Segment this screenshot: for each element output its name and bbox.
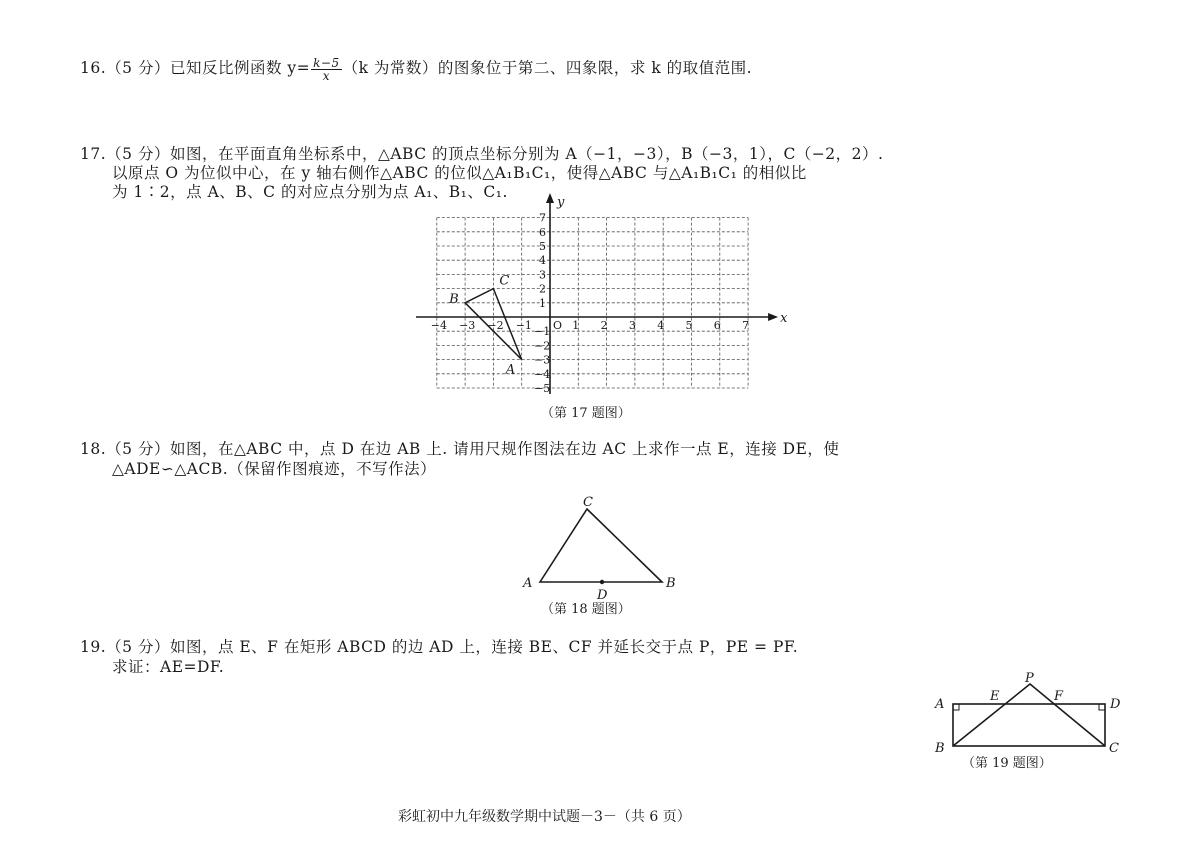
problem-17-line-3: 为 1∶2，点 A、B、C 的对应点分别为点 A₁、B₁、C₁. [112,183,508,201]
y-tick-label: −1 [534,325,551,339]
triangle-acb [540,509,662,582]
fraction [311,57,341,82]
y-tick-label: −2 [534,339,551,353]
y-tick-label: 5 [539,240,546,253]
x-tick-label: 2 [600,319,608,332]
axes [416,193,778,394]
x-tick-label: −4 [430,319,448,332]
vertex-label-c: C [583,495,593,510]
fraction-numerator: k−5 [313,55,340,70]
x-tick-label: −3 [459,319,476,332]
origin-label: O [553,319,563,332]
figure-17-caption: （第 17 题图） [541,406,631,421]
problem-18-line-2: △ADE∽△ACB.（保留作图痕迹，不写作法） [112,460,437,478]
triangle-figure-18 [515,490,690,602]
y-tick-label: 1 [539,296,546,310]
right-angle-mark-d [1099,704,1105,710]
page-footer: 彩虹初中九年级数学期中试题－3－（共 6 页） [398,809,691,825]
y-tick-label: −3 [534,353,551,367]
problem-17-line-1: 17.（5 分）如图，在平面直角坐标系中，△ABC 的顶点坐标分别为 A（−1，−3），B（−3，1），C（−2，2）. [80,145,884,163]
y-tick-label: 3 [539,268,546,282]
problem-19-line-1: 19.（5 分）如图，点 E、F 在矩形 ABCD 的边 AD 上，连接 BE、CF 并延长交于点 P，PE = PF. [80,638,799,656]
point-label-f: F [1054,689,1064,704]
y-tick-label: 7 [539,211,546,225]
y-tick-label: −4 [534,367,551,381]
x-axis-arrow [768,313,778,321]
y-tick-label: −5 [534,382,551,395]
problem-16-text-after: （k 为常数）的图象位于第二、四象限，求 k 的取值范围. [342,59,753,77]
vertex-label-c: C [1109,741,1119,756]
tick-labels [431,195,788,395]
vertex-label-a: A [935,697,945,712]
vertex-label-c: C [499,273,510,289]
line-b-p-c [953,684,1105,746]
figure-19-caption: （第 19 题图） [962,756,1052,771]
x-tick-label: −1 [515,319,532,332]
right-angle-mark-a [953,704,959,710]
x-tick-label: 1 [572,319,580,332]
y-tick-label: 6 [539,225,546,239]
rectangle-figure-19 [925,672,1135,757]
vertex-label-a: A [523,576,533,591]
vertex-label-d: D [597,588,608,602]
x-tick-label: 5 [685,319,693,332]
rectangle-abcd [953,704,1105,746]
x-tick-label: 3 [628,319,636,332]
x-axis-label: x [780,311,788,326]
vertex-label-b: B [449,291,459,307]
problem-17-line-2: 以原点 O 为位似中心，在 y 轴右侧作△ABC 的位似△A₁B₁C₁，使得△ABC 与△A₁B₁C₁ 的相似比 [112,164,807,182]
x-tick-label: 6 [713,319,721,332]
fraction-denominator: x [322,68,330,83]
x-tick-label: 4 [657,319,665,332]
problem-18-line-1: 18.（5 分）如图，在△ABC 中，点 D 在边 AB 上. 请用尺规作图法在边 AC 上求作一点 E，连接 DE，使 [80,440,840,458]
y-tick-label: 2 [539,282,546,296]
point-d [600,580,604,584]
problem-16 [80,56,752,82]
grid-lines [437,218,748,388]
vertex-label-b: B [666,576,676,591]
point-label-e: E [990,689,1000,704]
vertex-label-b: B [935,741,945,756]
x-tick-label: 7 [742,319,750,332]
y-axis-label: y [557,195,565,210]
problem-19-line-2: 求证：AE=DF. [112,658,225,676]
y-tick-label: 4 [539,254,546,268]
figure-18-caption: （第 18 题图） [541,602,631,617]
vertex-label-a: A [505,362,516,378]
y-axis-arrow [546,193,554,203]
vertex-label-d: D [1110,697,1121,712]
problem-16-text-before: 16.（5 分）已知反比例函数 y= [80,59,311,77]
x-tick-label: −2 [487,319,504,332]
point-label-p: P [1025,672,1034,686]
coordinate-grid-figure [410,192,795,398]
